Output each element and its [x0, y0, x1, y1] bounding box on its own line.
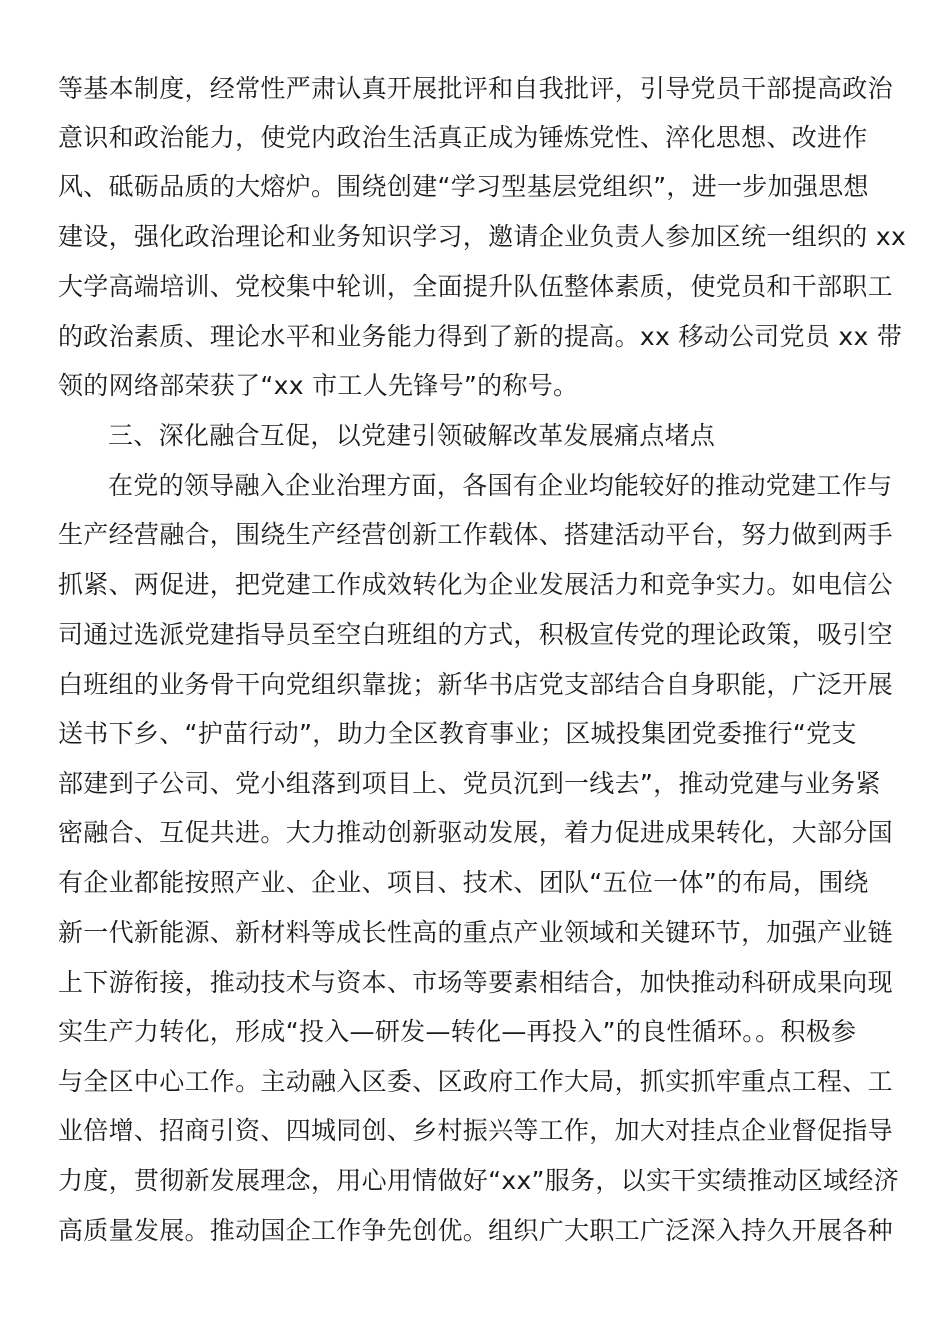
body-text-line: 生产经营融合，围绕生产经营创新工作载体、搭建活动平台，努力做到两手: [58, 520, 893, 549]
body-text-line: 送书下乡、“护苗行动”，助力全区教育事业；区城投集团党委推行“党支: [58, 719, 857, 748]
body-text-line: 白班组的业务骨干向党组织靠拢；新华书店党支部结合自身职能，广泛开展: [58, 670, 893, 699]
body-text-line: 部建到子公司、党小组落到项目上、党员沉到一线去”，推动党建与业务紧: [58, 769, 881, 798]
body-text-line: 业倍增、招商引资、四城同创、乡村振兴等工作，加大对挂点企业督促指导: [58, 1116, 893, 1145]
body-text-line: 上下游衔接，推动技术与资本、市场等要素相结合，加快推动科研成果向现: [58, 968, 893, 997]
body-text-line: 有企业都能按照产业、企业、项目、技术、团队“五位一体”的布局，围绕: [58, 868, 869, 897]
body-text-line: 密融合、互促共进。大力推动创新驱动发展，着力促进成果转化，大部分国: [58, 818, 893, 847]
body-text-line: 新一代新能源、新材料等成长性高的重点产业领域和关键环节，加强产业链: [58, 918, 893, 947]
body-text-line: 等基本制度，经常性严肃认真开展批评和自我批评，引导党员干部提高政治: [58, 74, 893, 103]
body-text-line: 大学高端培训、党校集中轮训，全面提升队伍整体素质，使党员和干部职工: [58, 272, 893, 301]
body-text-line: 力度，贯彻新发展理念，用心用情做好“xx”服务，以实干实绩推动区域经济: [58, 1166, 899, 1195]
body-text-line: 实生产力转化，形成“投入—研发—转化—再投入”的良性循环。。积极参: [58, 1017, 857, 1046]
body-text-line: 高质量发展。推动国企工作争先创优。组织广大职工广泛深入持久开展各种: [58, 1216, 893, 1245]
body-text-line: 与全区中心工作。主动融入区委、区政府工作大局，抓实抓牢重点工程、工: [58, 1067, 893, 1096]
body-text-line: 的政治素质、理论水平和业务能力得到了新的提高。xx 移动公司党员 xx 带: [58, 322, 903, 351]
body-text-line: 抓紧、两促进，把党建工作成效转化为企业发展活力和竞争实力。如电信公: [58, 570, 893, 599]
body-text-line: 在党的领导融入企业治理方面，各国有企业均能较好的推动党建工作与: [108, 471, 893, 500]
body-text-line: 建设，强化政治理论和业务知识学习，邀请企业负责人参加区统一组织的 xx: [58, 222, 907, 251]
body-text-line: 领的网络部荣获了“xx 市工人先锋号”的称号。: [58, 371, 579, 400]
body-text-line: 司通过选派党建指导员至空白班组的方式，积极宣传党的理论政策，吸引空: [58, 620, 893, 649]
section-heading: 三、深化融合互促，以党建引领破解改革发展痛点堵点: [108, 421, 716, 450]
body-text-line: 意识和政治能力，使党内政治生活真正成为锤炼党性、淬化思想、改进作: [58, 123, 868, 152]
body-text-line: 风、砥砺品质的大熔炉。围绕创建“学习型基层党组织”，进一步加强思想: [58, 172, 869, 201]
